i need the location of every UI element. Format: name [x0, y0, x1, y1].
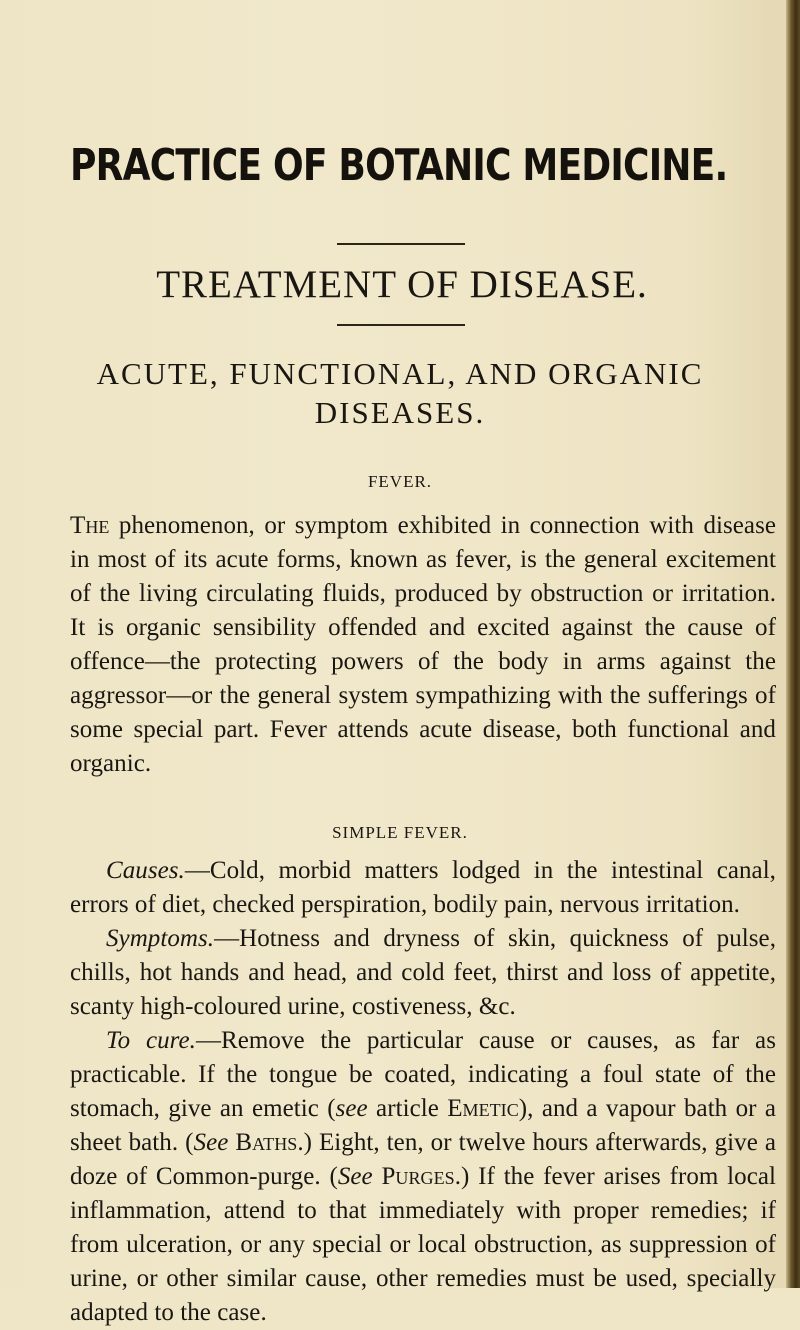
section-title-line1: ACUTE, FUNCTIONAL, AND ORGANIC [96, 356, 704, 391]
rule-top [337, 243, 465, 245]
symptoms-paragraph [70, 922, 776, 1024]
cure-text-3: ), and a vapour bath or a sheet bath. ( [70, 1095, 777, 1156]
causes-paragraph [70, 854, 776, 922]
cure-paragraph [70, 1024, 776, 1330]
cure-text-1: —Remove the particular cause or causes, as far as practicable. If the tongue be coated, indicating a foul state of the stomach, give an emetic ( [70, 1027, 776, 1122]
baths-ref: Baths [235, 1129, 298, 1156]
see-ref-1: see [335, 1095, 368, 1122]
cure-label: To cure. [106, 1027, 196, 1054]
fever-paragraph [70, 509, 776, 781]
cure-text-4: .) Eight, ten, or twelve hours afterwards, give a doze of Common-purge. ( [70, 1129, 776, 1190]
purges-ref: Purges [381, 1163, 455, 1190]
cure-text-5: .) If the fever arises from local inflammation, attend to that immediately with proper remedies; if from ulceration, or any special or local obstruction, as suppression of urine, or other similar cause, other remedies must be used, specially adapted to the case. [70, 1163, 776, 1326]
see-ref-2: See [193, 1129, 229, 1156]
causes-label: Causes. [106, 857, 185, 884]
first-word: The [70, 512, 110, 539]
emetic-ref: Emetic [447, 1095, 519, 1122]
cure-text-2: article [367, 1095, 448, 1122]
fever-heading: FEVER. [367, 472, 433, 491]
symptoms-label: Symptoms. [106, 925, 215, 952]
simple-fever-body [70, 854, 776, 1330]
symptoms-text: —Hotness and dryness of skin, quickness of pulse, chills, hot hands and head, and cold feet, thirst and loss of appetite, scanty high-coloured urine, costiveness, &c. [70, 925, 776, 1020]
causes-text: —Cold, morbid matters lodged in the intestinal canal, errors of diet, checked perspiration, bodily pain, nervous irritation. [70, 857, 776, 918]
fever-body: phenomenon, or symptom exhibited in connection with disease in most of its acute forms, known as fever, is the general excitement of the living circulating fluids, produced by obstruction or irritation. It is organic sensibility offended and excited against the cause of offence—the protecting powers of the body in arms against the aggressor—or the general system sympathizing with the sufferings of some special part. Fever attends acute disease, both functional and organic. [70, 512, 776, 777]
rule-bottom [337, 324, 465, 326]
main-title: PRACTICE OF BOTANIC MEDICINE. [70, 140, 728, 191]
page-edge [786, 0, 800, 1288]
section-title-line2: DISEASES. [314, 395, 486, 430]
treatment-title: TREATMENT OF DISEASE. [156, 263, 648, 306]
see-ref-3: See [337, 1163, 373, 1190]
simple-fever-heading: SIMPLE FEVER. [332, 823, 468, 842]
